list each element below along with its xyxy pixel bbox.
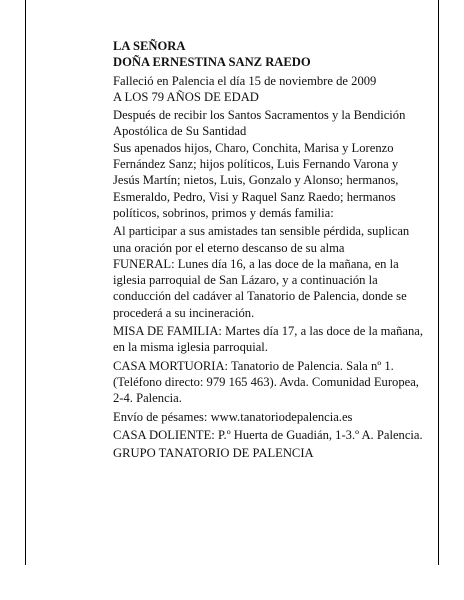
family-mass-details: MISA DE FAMILIA: Martes día 17, a las doce de la mañana, en la misma iglesia parroquial. xyxy=(113,324,423,355)
death-statement: Falleció en Palencia el día 15 de noviembre de 2009 xyxy=(113,73,377,88)
notice-title-line2: DOÑA ERNESTINA SANZ RAEDO xyxy=(113,55,311,70)
mourning-house-details: CASA DOLIENTE: P.º Huerta de Guadián, 1-3.º A. Palencia. xyxy=(113,427,423,442)
page-border-right xyxy=(438,0,439,565)
funeral-home-group: GRUPO TANATORIO DE PALENCIA xyxy=(113,446,314,461)
family-statement: Sus apenados hijos, Charo, Conchita, Marisa y Lorenzo Fernández Sanz; hijos políticos, Luis Fernando Varona y Jesús Martín; nietos, Luis, Gonzalo y Alonso; hermanos, Esmeraldo, Pedro, Visi y Raquel Sanz Raedo; hermanos políticos, sobrinos, primos y demás familia: xyxy=(113,140,399,220)
condolences-link: Envío de pésames: www.tanatoriodepalencia.es xyxy=(113,409,353,424)
obituary-notice xyxy=(113,38,425,461)
mortuary-details: CASA MORTUORIA: Tanatorio de Palencia. Sala nº 1. (Teléfono directo: 979 165 463). Avda. Comunidad Europea, 2-4. Palencia. xyxy=(113,358,419,406)
page-border-left xyxy=(25,0,26,565)
notice-title-line1: LA SEÑORA xyxy=(113,39,186,53)
prayer-request: Al participar a sus amistades tan sensible pérdida, suplican una oración por el eterno descanso de su alma xyxy=(113,224,410,255)
sacraments-statement: Después de recibir los Santos Sacramentos y la Bendición Apostólica de Su Santidad xyxy=(113,108,406,139)
funeral-details: FUNERAL: Lunes día 16, a las doce de la mañana, en la iglesia parroquial de San Lázaro, y a continuación la conducción del cadáver al Tanatorio de Palencia, donde se procederá a su incineración. xyxy=(113,256,407,320)
age-statement: A LOS 79 AÑOS DE EDAD xyxy=(113,89,259,104)
